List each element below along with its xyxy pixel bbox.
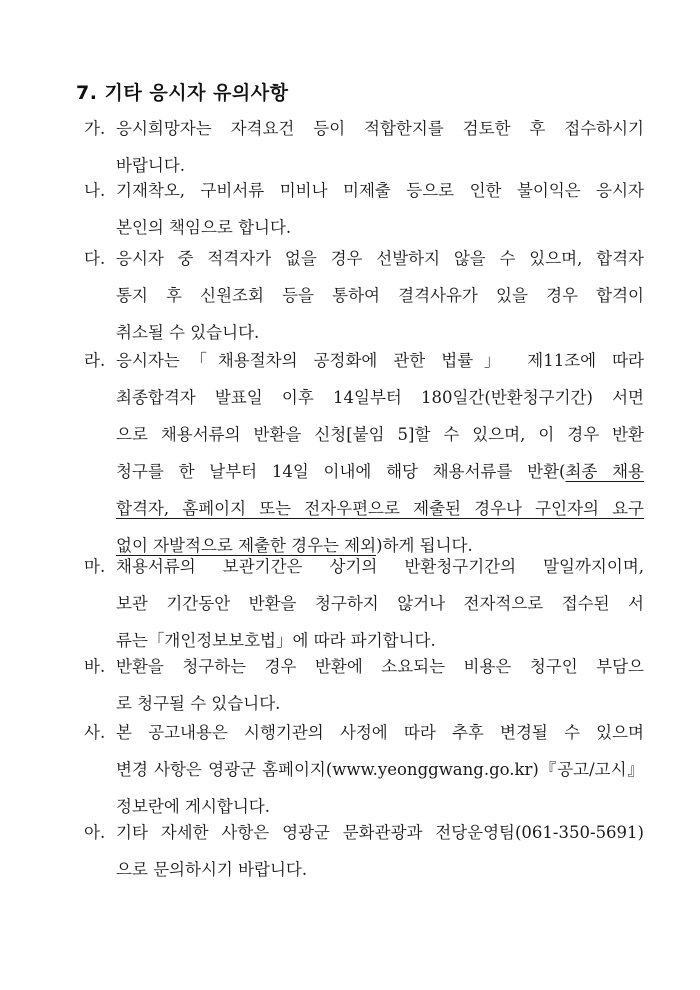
- item-text-line: 채용서류의 보관기간은 상기의 반환청구기간의 말일까지이며,: [116, 557, 644, 576]
- item-text-line: 응시희망자는 자격요건 등이 적합한지를 검토한 후 접수하시기: [116, 119, 644, 138]
- item-text-line: [116, 453, 644, 490]
- item-text-line: 류는「개인정보보호법」에 따라 파기합니다.: [116, 631, 436, 650]
- notice-item-na: [84, 172, 644, 246]
- item-text-line: 변경 사항은 영광군 홈페이지(www.yeonggwang.go.kr)『공고/고시』: [116, 760, 644, 779]
- item-text-line: 바랍니다.: [116, 156, 186, 175]
- notice-item-ra: [84, 342, 644, 564]
- item-text-line: 으로 채용서류의 반환을 신청[붙임 5]할 수 있으며, 이 경우 반환: [116, 425, 644, 444]
- item-text-line: 로 청구될 수 있습니다.: [116, 694, 281, 713]
- item-text-line: 최종합격자 발표일 이후 14일부터 180일간(반환청구기간) 서면: [116, 388, 644, 407]
- item-text-line: 본 공고내용은 시행기관의 사정에 따라 추후 변경될 수 있으며: [116, 723, 644, 742]
- section-title: 7. 기타 응시자 유의사항: [76, 82, 289, 104]
- item-text-line: 기타 자세한 사항은 영광군 문화관광과 전당운영팀(061-350-5691): [116, 823, 644, 842]
- item-marker: 라.: [84, 351, 106, 370]
- item-text-line: 보관 기간동안 반환을 청구하지 않거나 전자적으로 접수된 서: [116, 594, 644, 613]
- item-text-line: 본인의 책임으로 합니다.: [116, 218, 292, 237]
- item-text-line: 응시자 중 적격자가 없을 경우 선발하지 않을 수 있으며, 합격자: [116, 249, 644, 268]
- item-marker: 마.: [84, 557, 106, 576]
- notice-item-a: [84, 814, 644, 888]
- notice-item-sa: [84, 714, 644, 825]
- item-marker: 가.: [84, 119, 106, 138]
- item-text-line: 기재착오, 구비서류 미비나 미제출 등으로 인한 불이익은 응시자: [116, 181, 644, 200]
- underlined-text: 최종 채용: [565, 462, 644, 481]
- item-text-line: 반환을 청구하는 경우 반환에 소요되는 비용은 청구인 부담으: [116, 657, 644, 676]
- notice-item-ma: [84, 548, 644, 659]
- item-marker: 바.: [84, 657, 106, 676]
- item-marker: 나.: [84, 181, 106, 200]
- plain-text: 청구를 한 날부터 14일 이내에 해당 채용서류를 반환(: [116, 462, 566, 481]
- item-text-line: 통지 후 신원조회 등을 통하여 결격사유가 있을 경우 합격이: [116, 286, 644, 305]
- item-marker: 사.: [84, 723, 106, 742]
- item-text-line: [116, 490, 644, 527]
- item-text-line: 으로 문의하시기 바랍니다.: [116, 860, 308, 879]
- underlined-text: 합격자, 홈페이지 또는 전자우편으로 제출된 경우나 구인자의 요구: [116, 499, 644, 518]
- plain-text: )하게 됩니다.: [376, 536, 473, 555]
- item-marker: 다.: [84, 249, 106, 268]
- item-marker: 아.: [84, 823, 106, 842]
- underlined-text: 없이 자발적으로 제출한 경우는 제외: [116, 536, 377, 555]
- notice-item-da: [84, 240, 644, 351]
- item-text-line: 정보란에 게시합니다.: [116, 797, 270, 816]
- notice-item-ba: [84, 648, 644, 722]
- item-text-line: 취소될 수 있습니다.: [116, 323, 260, 342]
- item-text-line: 응시자는「채용절차의 공정화에 관한 법률」 제11조에 따라: [116, 351, 644, 370]
